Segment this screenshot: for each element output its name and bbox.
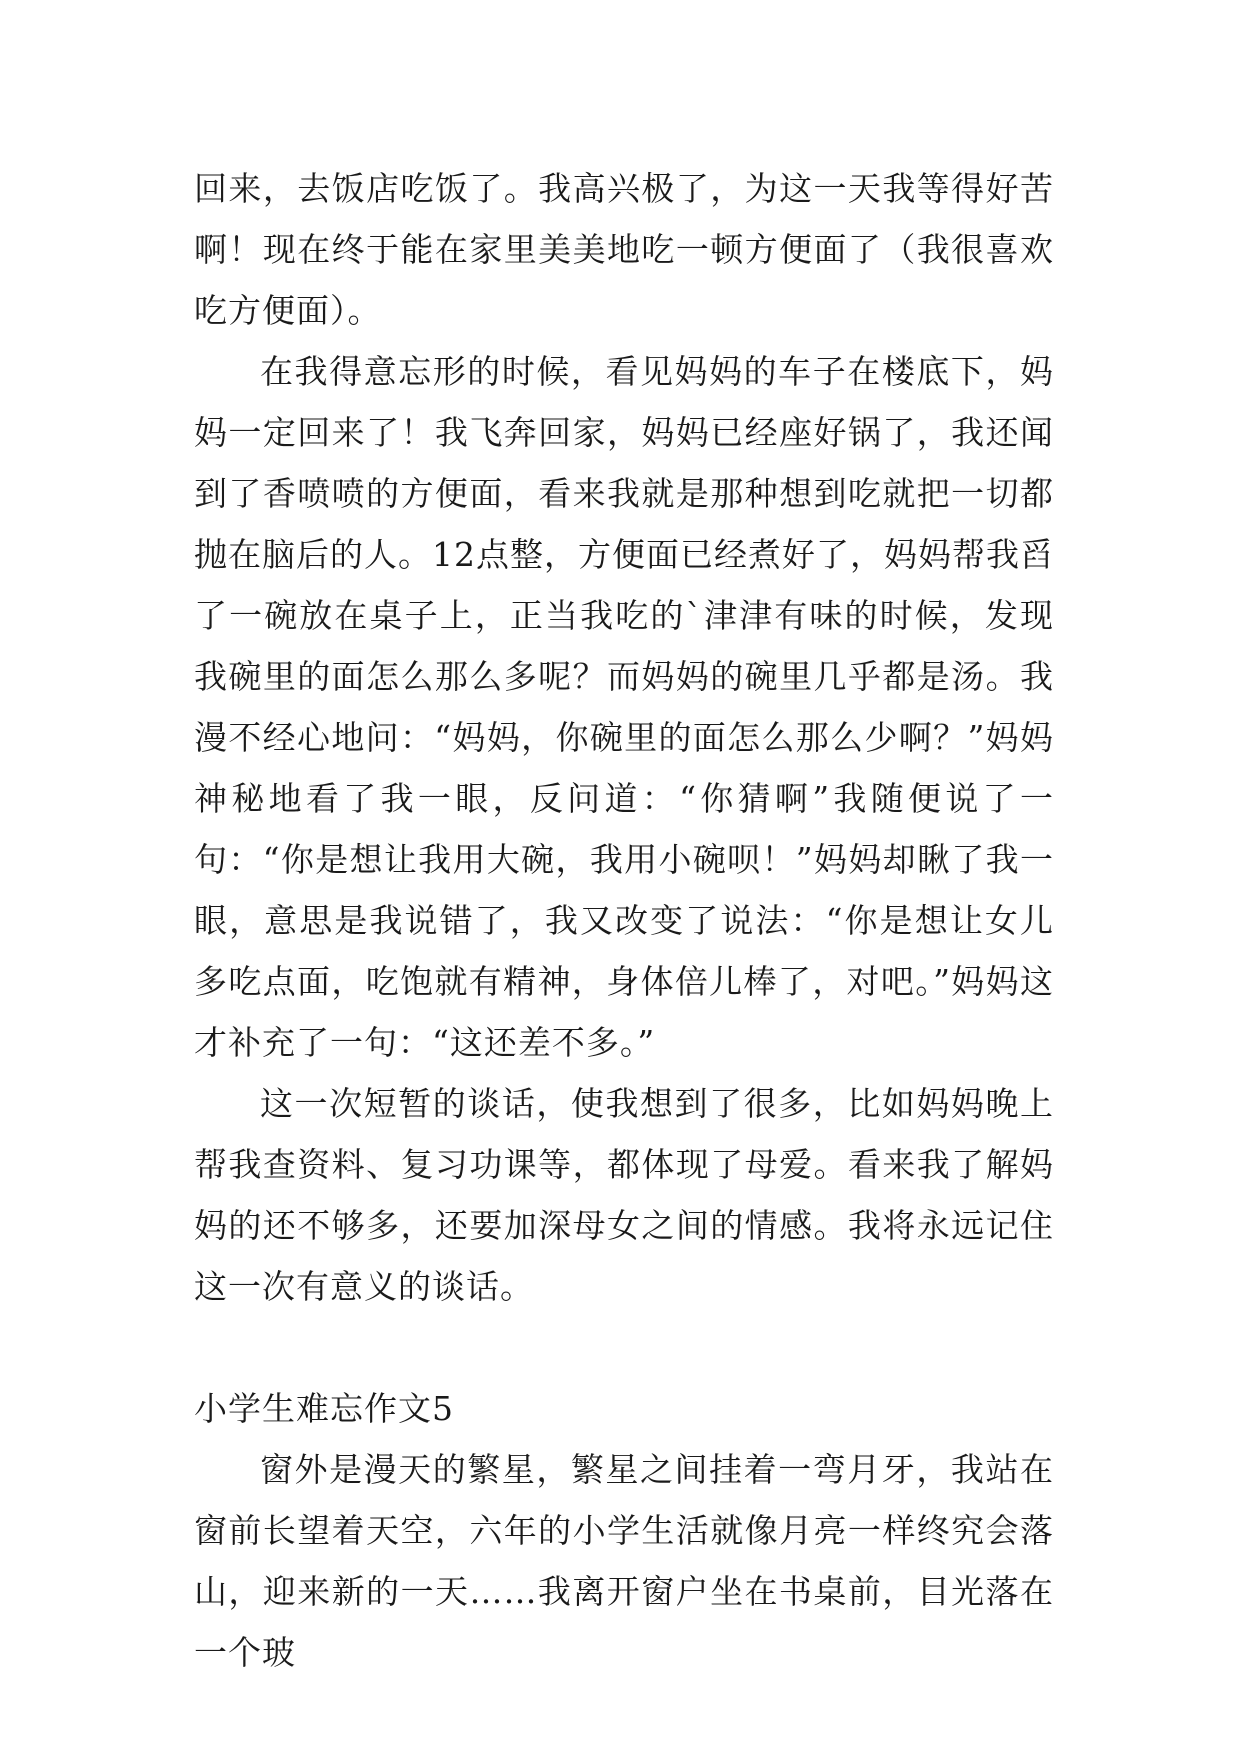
section-title: 小学生难忘作文5 bbox=[194, 1389, 454, 1428]
section-spacer bbox=[194, 1317, 1054, 1378]
paragraph-conclusion: 这一次短暂的谈话，使我想到了很多，比如妈妈晚上帮我查资料、复习功课等，都体现了母爱。看来我了解妈妈的还不够多，还要加深母女之间的情感。我将永远记住这一次有意义的谈话。 bbox=[194, 1084, 1054, 1306]
document-body bbox=[194, 158, 1054, 1683]
paragraph-conversation: 在我得意忘形的时候，看见妈妈的车子在楼底下，妈妈一定回来了！我飞奔回家，妈妈已经座好锅了，我还闻到了香喷喷的方便面，看来我就是那种想到吃就把一切都抛在脑后的人。12点整，方便面已经煮好了，妈妈帮我舀了一碗放在桌子上，正当我吃的`津津有味的时候，发现我碗里的面怎么那么多呢？而妈妈的碗里几乎都是汤。我漫不经心地问：“妈妈，你碗里的面怎么那么少啊？”妈妈神秘地看了我一眼，反问道：“你猜啊”我随便说了一句：“你是想让我用大碗，我用小碗呗！”妈妈却瞅了我一眼，意思是我说错了，我又改变了说法：“你是想让女儿多吃点面，吃饱就有精神，身体倍儿棒了，对吧。”妈妈这才补充了一句：“这还差不多。” bbox=[194, 352, 1054, 1062]
paragraph-continuation: 回来，去饭店吃饭了。我高兴极了，为这一天我等得好苦啊！现在终于能在家里美美地吃一顿方便面了（我很喜欢吃方便面）。 bbox=[194, 169, 1054, 330]
paragraph-section-start: 窗外是漫天的繁星，繁星之间挂着一弯月牙，我站在窗前长望着天空，六年的小学生活就像月亮一样终究会落山，迎来新的一天……我离开窗户坐在书桌前，目光落在一个玻 bbox=[194, 1450, 1054, 1672]
